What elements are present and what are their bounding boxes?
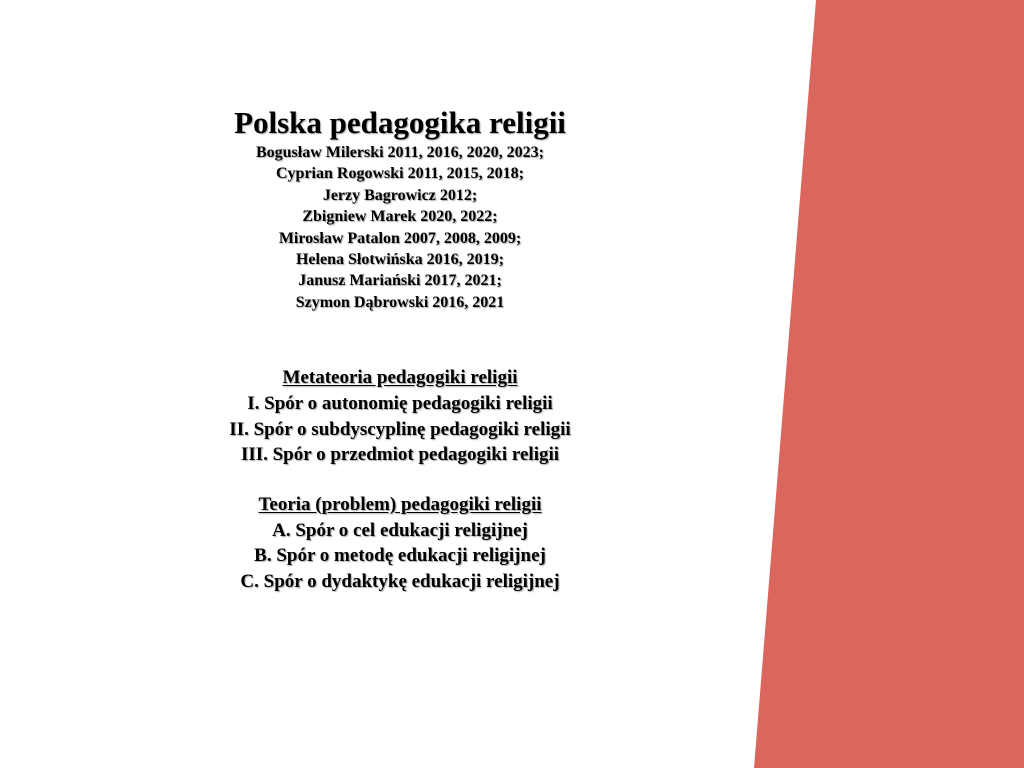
section-item: B. Spór o metodę edukacji religijnej [254,545,546,567]
author-item: Jerzy Bagrowicz 2012; [322,186,478,204]
section-heading: Metateoria pedagogiki religii [282,367,518,389]
section-item: A. Spór o cel edukacji religijnej [272,519,528,541]
author-item: Helena Słotwińska 2016, 2019; [295,251,504,269]
author-item: Cyprian Rogowski 2011, 2015, 2018; [275,165,525,183]
section-heading: Teoria (problem) pedagogiki religii [258,493,542,515]
author-item: Szymon Dąbrowski 2016, 2021 [295,293,505,311]
slide-title: Polska pedagogika religii [234,105,566,140]
author-item: Zbigniew Marek 2020, 2022; [302,208,498,226]
accent-polygon [754,0,1024,768]
author-item: Mirosław Patalon 2007, 2008, 2009; [278,229,522,247]
author-item: Janusz Mariański 2017, 2021; [298,272,502,290]
section-item: I. Spór o autonomię pedagogiki religii [247,393,553,415]
authors-list [100,142,700,313]
section-item: II. Spór o subdyscyplinę pedagogiki religii [229,418,571,440]
section-items [100,518,700,595]
section-teoria [100,492,700,595]
section-item: C. Spór o dydaktykę edukacji religijnej [240,570,560,592]
author-item: Bogusław Milerski 2011, 2016, 2020, 2023; [255,144,544,161]
section-items [100,391,700,468]
slide-content [100,104,700,594]
section-metateoria [100,365,700,468]
section-item: III. Spór o przedmiot pedagogiki religii [240,444,560,466]
